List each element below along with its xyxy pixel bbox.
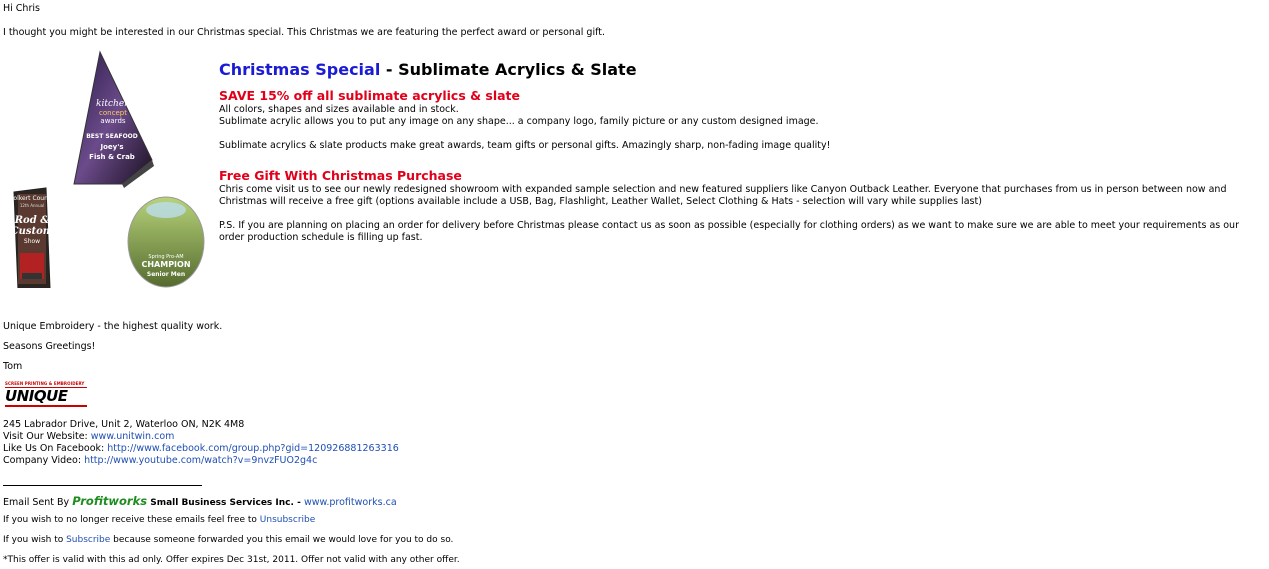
tagline: Unique Embroidery - the highest quality work. (3, 321, 223, 332)
award2-line1: Folkert County (10, 195, 54, 202)
acrylic-award-image (74, 52, 154, 188)
website-label: Visit Our Website: (3, 431, 91, 442)
subscribe-text-1: If you wish to (3, 535, 67, 545)
address: 245 Labrador Drive, Unit 2, Waterloo ON, N2K 4M8 (3, 419, 245, 430)
disclaimer: *This offer is valid with this ad only. Offer expires Dec 31st, 2011. Offer not valid with any other offer. (3, 555, 460, 565)
round-award-image (128, 197, 204, 287)
save-line-1: All colors, shapes and sizes available and in stock. (219, 104, 459, 115)
unsubscribe-line (3, 515, 315, 525)
save-line-3: Sublimate acrylics & slate products make great awards, team gifts or personal gifts. Amazingly sharp, non-fading image quality! (219, 140, 831, 151)
website-line (3, 431, 174, 442)
save-heading: SAVE 15% off all sublimate acrylics & slate (219, 88, 521, 103)
intro-text: I thought you might be interested in our Christmas special. This Christmas we are featuring the perfect award or personal gift. (3, 27, 606, 38)
sent-by-label: Email Sent By (3, 497, 73, 508)
company-name: Small Business Services Inc. - (147, 498, 304, 508)
facebook-line (3, 443, 399, 454)
subscribe-line (3, 535, 453, 545)
award3-line1: Spring Pro-AM (148, 254, 184, 260)
award1-line4: BEST SEAFOOD (86, 133, 138, 140)
headline-christmas-special: Christmas Special (219, 60, 381, 79)
divider (3, 485, 202, 486)
logo-wordmark: UNIQUE (5, 387, 68, 405)
video-label: Company Video: (3, 455, 85, 466)
slate-plaque-image (10, 188, 54, 288)
headline (219, 60, 637, 79)
award2-line4: Custom (10, 226, 54, 237)
unique-logo (5, 381, 87, 411)
logo-subtitle: SCREEN PRINTING & EMBROIDERY (5, 381, 85, 386)
website-link[interactable]: www.unitwin.com (90, 431, 175, 442)
video-link[interactable]: http://www.youtube.com/watch?v=9nvzFUO2g4c (84, 455, 318, 466)
award1-line2: concept (99, 109, 127, 117)
award1-line6: Fish & Crab (89, 153, 135, 161)
unsubscribe-link[interactable]: Unsubscribe (259, 515, 316, 525)
award2-line2: 12th Annual (19, 203, 45, 208)
video-line (3, 455, 317, 466)
headline-subtitle: - Sublimate Acrylics & Slate (380, 60, 637, 79)
award1-line1: kitchen (96, 99, 130, 109)
sent-by-line (3, 494, 397, 508)
award2-line3: Rod & (14, 215, 50, 226)
facebook-label: Like Us On Facebook: (3, 443, 108, 454)
facebook-link[interactable]: http://www.facebook.com/group.php?gid=120926881263316 (107, 443, 399, 454)
award3-line2: CHAMPION (141, 260, 191, 269)
gift-body: Chris come visit us to see our newly redesigned showroom with expanded sample selection and new featured suppliers like Canyon Outback Leather. Everyone that purchases from us in person between now and Christmas will receive a free gift (options available include a USB, Bag, Flashlight, Leather Wallet, Select Clothing & Hats - selection will vary while supplies last) (219, 184, 1227, 207)
seasons-greetings: Seasons Greetings! (3, 341, 96, 352)
greeting: Hi Chris (3, 3, 40, 14)
profitworks-link[interactable]: www.profitworks.ca (303, 497, 397, 508)
gift-heading: Free Gift With Christmas Purchase (219, 168, 462, 183)
save-line-2: Sublimate acrylic allows you to put any image on any shape... a company logo, family picture or any custom designed image. (219, 116, 819, 127)
award1-line5: Joey's (100, 143, 124, 151)
award1-line3: awards (100, 117, 126, 125)
subscribe-text-2: because someone forwarded you this email we would love for you to do so. (110, 535, 454, 545)
ps-text: P.S. If you are planning on placing an order for delivery before Christmas please contact us as soon as possible (especially for clothing orders) as we want to make sure we are able to meet your requirements as our order production schedule is filling up fast. (219, 220, 1239, 243)
unsubscribe-text: If you wish to no longer receive these emails feel free to (3, 515, 260, 525)
product-images (10, 48, 210, 288)
profitworks-brand: Profitworks (72, 494, 148, 508)
subscribe-link[interactable]: Subscribe (66, 535, 111, 545)
signature-name: Tom (3, 361, 23, 372)
award3-line3: Senior Men (146, 271, 186, 278)
award2-line5: Show (23, 238, 41, 245)
